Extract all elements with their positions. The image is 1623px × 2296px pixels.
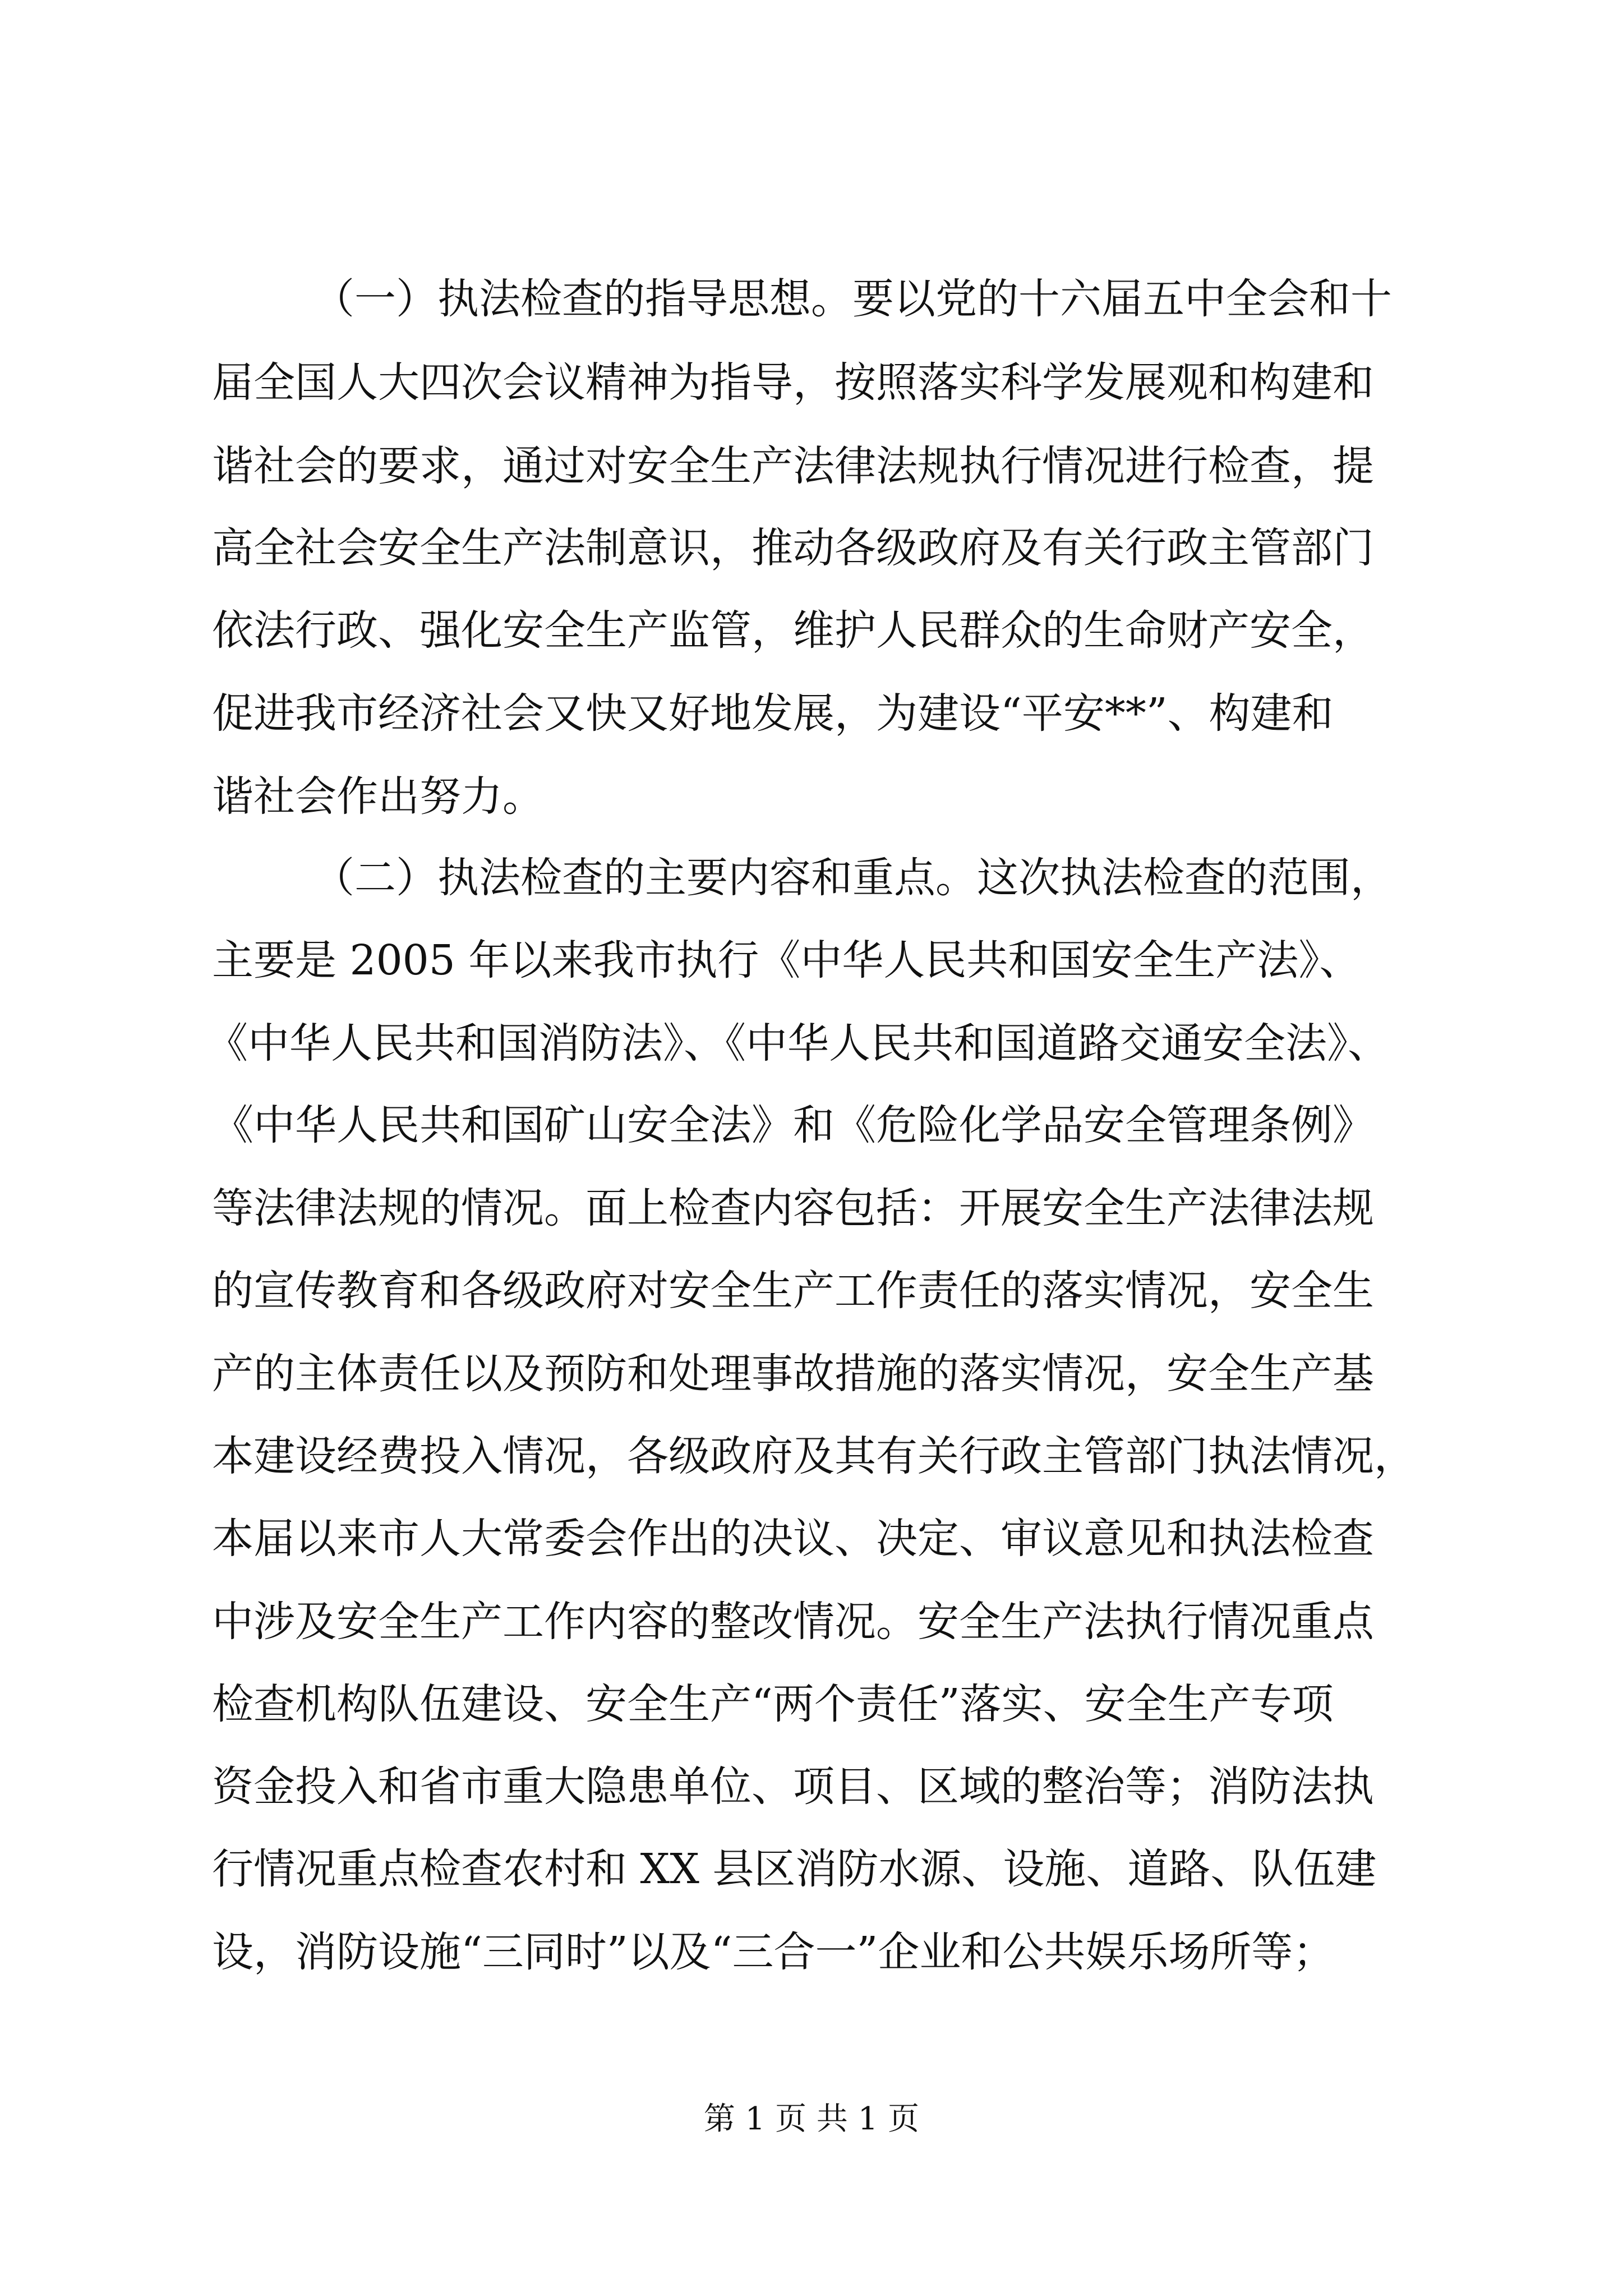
- paragraph-1-line-7: 谐社会作出努力。: [212, 772, 544, 821]
- paragraph-2-line-2: 主要是 2005 年以来我市执行《中华人民共和国安全生产法》、: [212, 936, 1361, 984]
- paragraph-1-line-5: 依法行政、强化安全生产监管，维护人民群众的生命财产安全，: [212, 606, 1374, 655]
- paragraph-2-line-14: 设，消防设施“三同时”以及“三合一”企业和公共娱乐场所等；: [212, 1928, 1335, 1976]
- page-number-footer: 第 1 页 共 1 页: [703, 2101, 920, 2137]
- paragraph-2-line-7: 产的主体责任以及预防和处理事故措施的落实情况，安全生产基: [212, 1350, 1374, 1398]
- paragraph-2-line-11: 检查机构队伍建设、安全生产“两个责任”落实、安全生产专项: [212, 1680, 1334, 1728]
- paragraph-1-line-2: 届全国人大四次会议精神为指导，按照落实科学发展观和构建和: [212, 358, 1374, 407]
- paragraph-1-line-1: （一）执法检查的指导思想。要以党的十六届五中全会和十: [313, 275, 1392, 323]
- paragraph-1-line-3: 谐社会的要求，通过对安全生产法律法规执行情况进行检查，提: [212, 442, 1374, 490]
- paragraph-2-line-3: 《中华人民共和国消防法》、《中华人民共和国道路交通安全法》、: [206, 1019, 1389, 1068]
- paragraph-1-line-6: 促进我市经济社会又快又好地发展，为建设“平安**”、构建和: [212, 689, 1334, 738]
- paragraph-2-line-9: 本届以来市人大常委会作出的决议、决定、审议意见和执法检查: [212, 1515, 1374, 1563]
- paragraph-1-line-4: 高全社会安全生产法制意识，推动各级政府及有关行政主管部门: [212, 524, 1374, 572]
- paragraph-2-line-12: 资金投入和省市重大隐患单位、项目、区域的整治等；消防法执: [212, 1763, 1374, 1811]
- paragraph-2-line-6: 的宣传教育和各级政府对安全生产工作责任的落实情况，安全生: [212, 1267, 1374, 1315]
- paragraph-2-line-5: 等法律法规的情况。面上检查内容包括：开展安全生产法律法规: [212, 1184, 1374, 1232]
- paragraph-2-line-10: 中涉及安全生产工作内容的整改情况。安全生产法执行情况重点: [212, 1598, 1374, 1646]
- paragraph-2-line-8: 本建设经费投入情况，各级政府及其有关行政主管部门执法情况，: [212, 1432, 1415, 1480]
- paragraph-2-line-1: （二）执法检查的主要内容和重点。这次执法检查的范围，: [313, 854, 1392, 902]
- paragraph-2-line-13: 行情况重点检查农村和 XX 县区消防水源、设施、道路、队伍建: [212, 1845, 1377, 1893]
- paragraph-2-line-4: 《中华人民共和国矿山安全法》和《危险化学品安全管理条例》: [212, 1101, 1374, 1149]
